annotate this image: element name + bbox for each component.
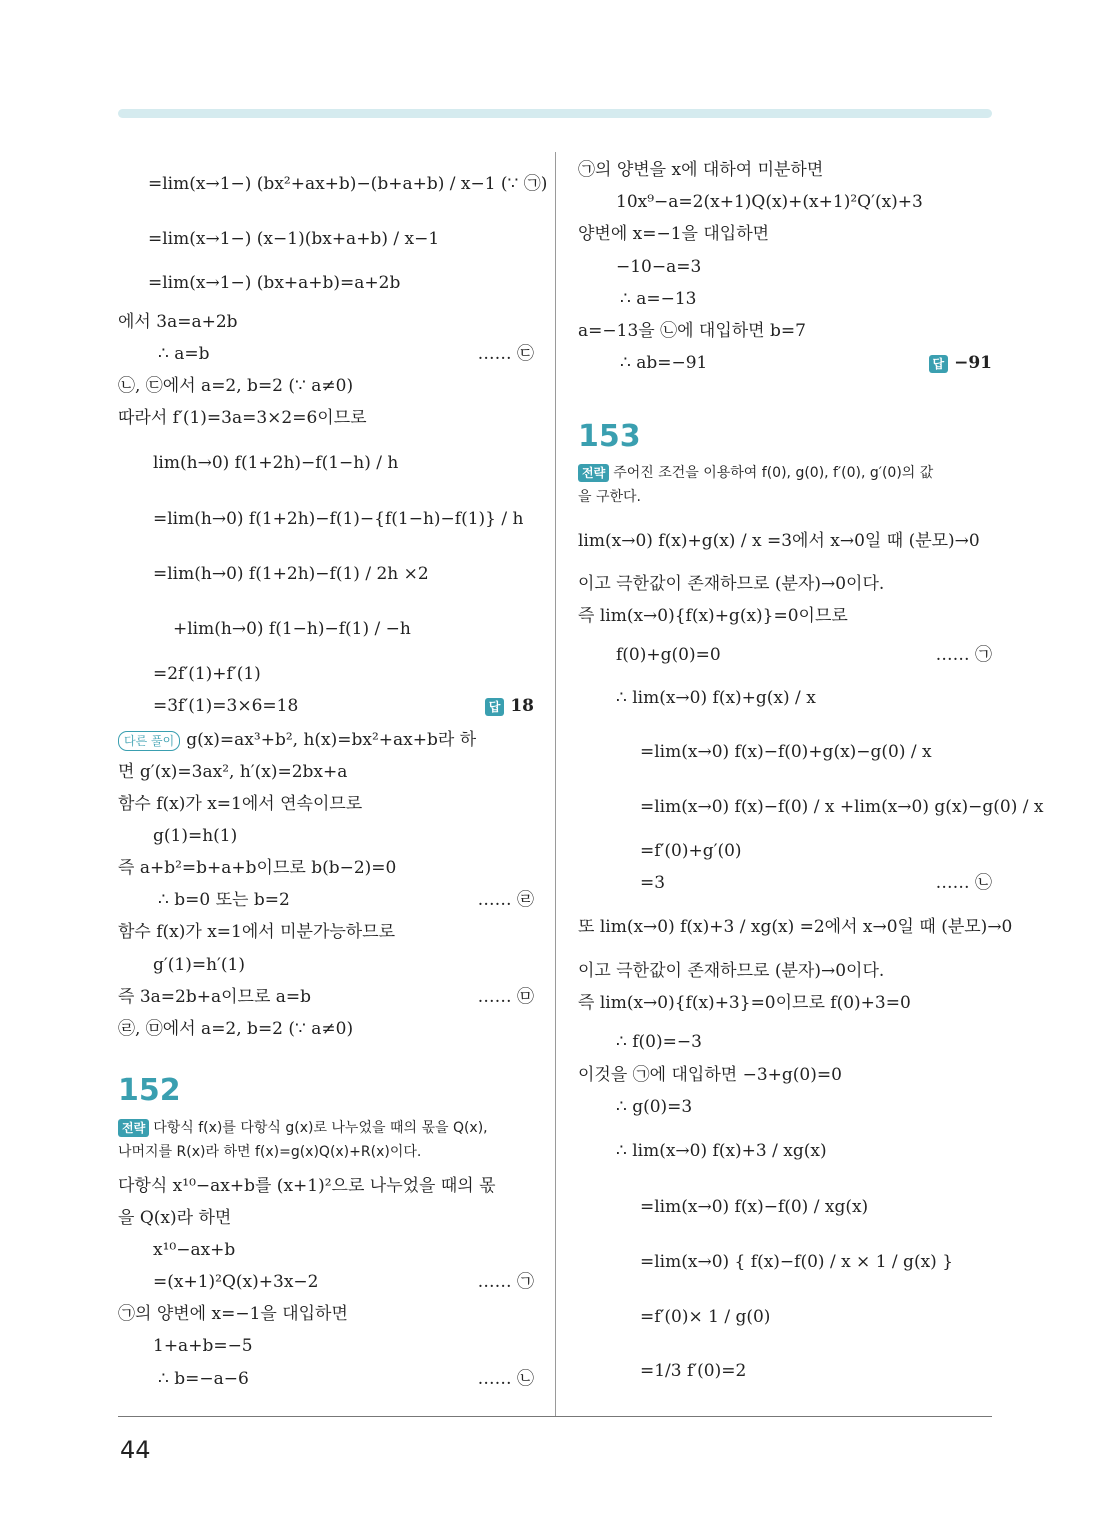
solution-line — [153, 825, 237, 847]
math-text: 이고 극한값이 존재하므로 (분자)→0이다. — [578, 574, 885, 594]
math-text: 함수 f(x)가 x=1에서 연속이므로 — [118, 794, 363, 814]
math-text: ∴ lim(x→0) f(x)+3 / xg(x) — [616, 1141, 827, 1161]
solution-line — [118, 1141, 421, 1163]
solution-line — [578, 605, 848, 627]
strategy-tag: 전략 — [118, 1119, 149, 1137]
math-text: 을 구한다. — [578, 489, 641, 505]
math-text: =f′(0)× 1 / g(0) — [640, 1307, 771, 1327]
math-text: =1/3 f′(0)=2 — [640, 1361, 747, 1381]
math-text: ㉠의 양변에 x=−1을 대입하면 — [118, 1304, 348, 1324]
solution-line — [620, 352, 707, 374]
answer-tag: 답 — [929, 355, 949, 373]
marker-text: …… ㉢ — [477, 344, 534, 364]
math-text: 양변에 x=−1을 대입하면 — [578, 224, 770, 244]
math-text: ∴ a=−13 — [620, 289, 697, 309]
footer-line — [118, 1416, 992, 1417]
equation-marker — [478, 1271, 534, 1293]
math-text: ㉡, ㉢에서 a=2, b=2 (∵ a≠0) — [118, 376, 354, 396]
solution-line — [118, 1117, 488, 1139]
math-text: ㉣, ㉤에서 a=2, b=2 (∵ a≠0) — [118, 1019, 354, 1039]
solution-line — [158, 343, 209, 365]
math-text: lim(x→0) f(x)+g(x) / x =3에서 x→0일 때 (분모)→0 — [578, 531, 980, 551]
solution-line — [616, 1096, 692, 1118]
problem-number: 152 — [118, 1073, 181, 1108]
solution-line — [153, 563, 429, 585]
header-bar — [118, 109, 992, 118]
math-text: 따라서 f′(1)=3a=3×2=6이므로 — [118, 408, 367, 428]
marker-text: …… ㉡ — [935, 873, 992, 893]
math-text: ∴ b=−a−6 — [158, 1369, 249, 1389]
solution-line — [620, 288, 696, 310]
math-text: 즉 3a=2b+a이므로 a=b — [118, 987, 312, 1007]
math-text: ∴ ab=−91 — [620, 353, 708, 373]
math-text: ∴ g(0)=3 — [616, 1097, 693, 1117]
solution-line — [153, 695, 298, 717]
solution-line — [578, 530, 980, 552]
solution-line — [118, 857, 396, 879]
math-text: ∴ b=0 또는 b=2 — [158, 890, 290, 910]
math-text: +lim(h→0) f(1−h)−f(1) / −h — [173, 619, 411, 639]
strategy-tag: 전략 — [578, 464, 609, 482]
math-text: ∴ lim(x→0) f(x)+g(x) / x — [616, 688, 816, 708]
answer-mark — [929, 352, 993, 374]
solution-line — [158, 889, 290, 911]
marker-text: …… ㉣ — [477, 890, 534, 910]
math-text: 즉 lim(x→0){f(x)+3}=0이므로 f(0)+3=0 — [578, 993, 911, 1013]
solution-line — [640, 741, 932, 763]
solution-line — [578, 992, 911, 1014]
marker-text: …… ㉡ — [477, 1369, 534, 1389]
solution-line — [578, 462, 933, 484]
math-text: 다항식 f(x)를 다항식 g(x)로 나누었을 때의 몫을 Q(x), — [153, 1120, 488, 1136]
marker-text: …… ㉠ — [477, 1272, 534, 1292]
math-text: =(x+1)²Q(x)+3x−2 — [153, 1272, 319, 1292]
solution-line — [153, 954, 245, 976]
solution-line — [118, 1207, 231, 1229]
math-text: =lim(x→0) f(x)−f(0)+g(x)−g(0) / x — [640, 742, 932, 762]
solution-line — [616, 191, 923, 213]
solution-line — [616, 644, 721, 666]
math-text: ㉠의 양변을 x에 대하여 미분하면 — [578, 160, 824, 180]
solution-line — [616, 687, 816, 709]
solution-line — [616, 256, 701, 278]
math-text: =lim(x→1−) (bx+a+b)=a+2b — [148, 273, 401, 293]
solution-line — [158, 1368, 249, 1390]
solution-line — [640, 872, 665, 894]
answer-mark — [485, 695, 534, 717]
math-text: 다항식 x¹⁰−ax+b를 (x+1)²으로 나누었을 때의 몫 — [118, 1176, 496, 1196]
math-text: 10x⁹−a=2(x+1)Q(x)+(x+1)²Q′(x)+3 — [616, 192, 923, 212]
math-text: 즉 lim(x→0){f(x)+g(x)}=0이므로 — [578, 606, 848, 626]
math-text: 나머지를 R(x)라 하면 f(x)=g(x)Q(x)+R(x)이다. — [118, 1144, 422, 1160]
solution-line — [118, 311, 238, 333]
math-text: f(0)+g(0)=0 — [616, 645, 721, 665]
equation-marker — [478, 1368, 534, 1390]
solution-line — [153, 1335, 253, 1357]
math-text: =lim(x→0) f(x)−f(0) / x +lim(x→0) g(x)−g(0) / x — [640, 797, 1044, 817]
math-text: =lim(x→0) { f(x)−f(0) / x × 1 / g(x) } — [640, 1252, 954, 1272]
solution-line — [578, 223, 769, 245]
solution-line — [118, 793, 362, 815]
math-text: g′(1)=h′(1) — [153, 955, 245, 975]
math-text: 면 g′(x)=3ax², h′(x)=2bx+a — [118, 762, 348, 782]
solution-line — [640, 1196, 868, 1218]
solution-line — [640, 796, 1043, 818]
math-text: =lim(h→0) f(1+2h)−f(1) / 2h ×2 — [153, 564, 429, 584]
math-text: =lim(x→0) f(x)−f(0) / xg(x) — [640, 1197, 869, 1217]
marker-text: −91 — [954, 353, 992, 373]
solution-line — [118, 375, 353, 397]
solution-line — [153, 508, 523, 530]
math-text: ∴ f(0)=−3 — [616, 1032, 702, 1052]
solution-line — [640, 840, 742, 862]
solution-line — [578, 320, 806, 342]
solution-line — [578, 159, 823, 181]
math-text: ∴ a=b — [158, 344, 210, 364]
equation-marker — [478, 889, 534, 911]
math-text: lim(h→0) f(1+2h)−f(1−h) / h — [153, 453, 399, 473]
math-text: 을 Q(x)라 하면 — [118, 1208, 232, 1228]
solution-line — [640, 1251, 953, 1273]
solution-line — [578, 573, 884, 595]
solution-line — [153, 1271, 318, 1293]
math-text: =lim(x→1−) (x−1)(bx+a+b) / x−1 — [148, 229, 440, 249]
math-text: =lim(h→0) f(1+2h)−f(1)−{f(1−h)−f(1)} / h — [153, 509, 524, 529]
math-text: x¹⁰−ax+b — [153, 1240, 236, 1260]
equation-marker — [936, 872, 992, 894]
math-text: a=−13을 ㉡에 대입하면 b=7 — [578, 321, 806, 341]
solution-line — [578, 916, 1012, 938]
math-text: =3f′(1)=3×6=18 — [153, 696, 299, 716]
math-text: 에서 3a=a+2b — [118, 312, 238, 332]
alt-solution-tag: 다른 풀이 — [118, 731, 180, 751]
equation-marker — [478, 343, 534, 365]
solution-line — [616, 1140, 827, 1162]
page-number: 44 — [120, 1436, 151, 1464]
math-text: 이고 극한값이 존재하므로 (분자)→0이다. — [578, 961, 885, 981]
math-text: 이것을 ㉠에 대입하면 −3+g(0)=0 — [578, 1065, 842, 1085]
math-text: =f′(0)+g′(0) — [640, 841, 742, 861]
solution-line — [153, 1239, 235, 1261]
solution-line — [118, 921, 395, 943]
marker-text: 18 — [510, 696, 534, 716]
math-text: 함수 f(x)가 x=1에서 미분가능하므로 — [118, 922, 396, 942]
math-text: 또 lim(x→0) f(x)+3 / xg(x) =2에서 x→0일 때 (분모)→0 — [578, 917, 1013, 937]
math-text: =2f′(1)+f′(1) — [153, 664, 261, 684]
solution-line — [118, 986, 311, 1008]
math-text: 주어진 조건을 이용하여 f(0), g(0), f′(0), g′(0)의 값 — [613, 465, 934, 481]
solution-line — [640, 1360, 746, 1382]
math-text: g(x)=ax³+b², h(x)=bx²+ax+b라 하 — [186, 730, 477, 750]
solution-line — [118, 761, 347, 783]
solution-line — [578, 960, 884, 982]
solution-line — [118, 729, 476, 751]
math-text: −10−a=3 — [616, 257, 702, 277]
answer-tag: 답 — [485, 698, 505, 716]
solution-line — [173, 618, 411, 640]
math-text: 즉 a+b²=b+a+b이므로 b(b−2)=0 — [118, 858, 397, 878]
solution-line — [148, 272, 400, 294]
math-text: =3 — [640, 873, 666, 893]
solution-line — [118, 1018, 353, 1040]
column-divider — [555, 152, 556, 1417]
solution-line — [148, 173, 547, 195]
solution-line — [640, 1306, 770, 1328]
equation-marker — [478, 986, 534, 1008]
problem-number: 153 — [578, 419, 641, 454]
marker-text: …… ㉤ — [477, 987, 534, 1007]
solution-line — [616, 1031, 702, 1053]
math-text: g(1)=h(1) — [153, 826, 238, 846]
math-text: 1+a+b=−5 — [153, 1336, 253, 1356]
solution-line — [153, 663, 261, 685]
solution-line — [118, 1303, 348, 1325]
solution-line — [153, 452, 398, 474]
solution-line — [118, 1175, 496, 1197]
marker-text: …… ㉠ — [935, 645, 992, 665]
solution-line — [578, 1064, 842, 1086]
solution-line — [578, 486, 641, 508]
math-text: =lim(x→1−) (bx²+ax+b)−(b+a+b) / x−1 (∵ ㉠) — [148, 174, 548, 194]
solution-line — [118, 407, 367, 429]
equation-marker — [936, 644, 992, 666]
solution-line — [148, 228, 439, 250]
